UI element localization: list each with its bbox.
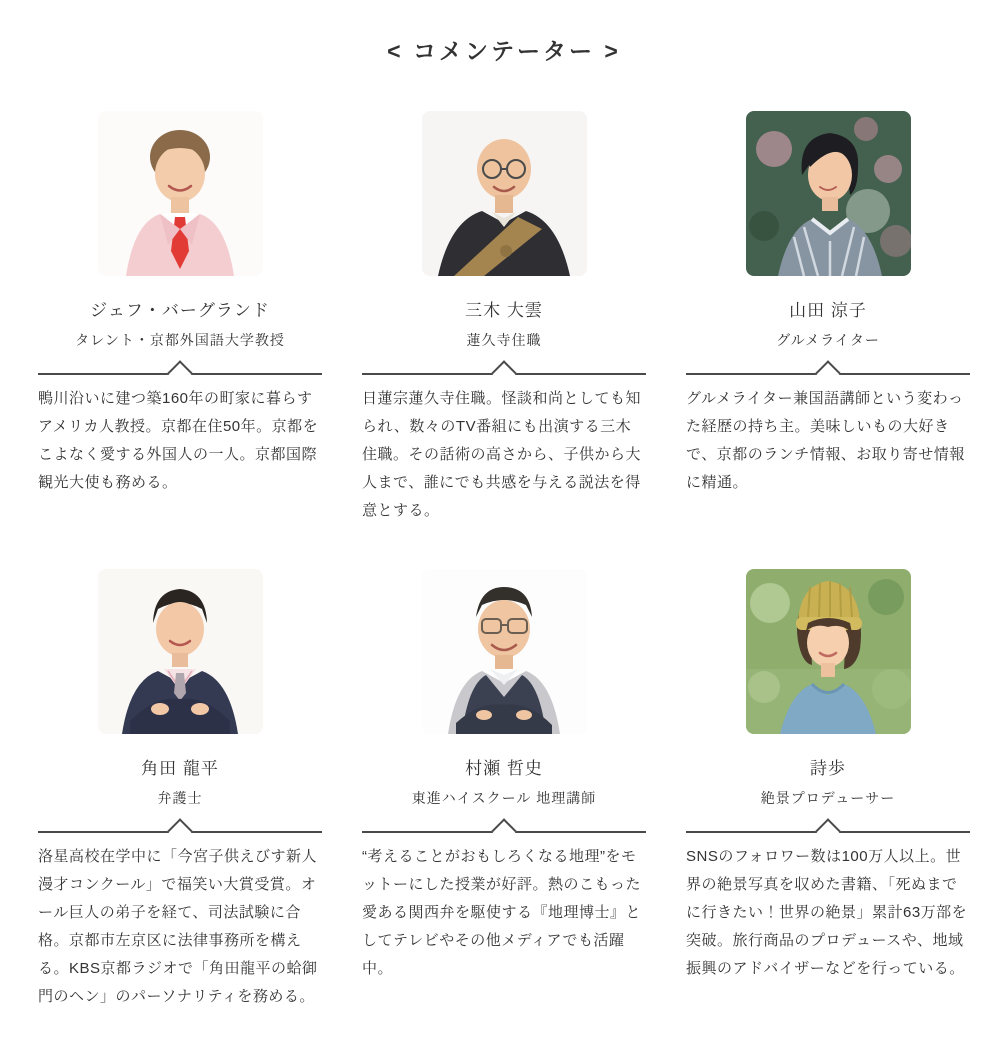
commentators-heading: < コメンテーター > [387, 38, 621, 65]
portrait-illustration [422, 111, 587, 276]
miki-daiun-portrait [422, 111, 587, 276]
commentator-name: 角田 龍平 [141, 759, 219, 779]
commentator-card-shiho [686, 543, 970, 1011]
commentator-card-yamada-ryoko [686, 85, 970, 525]
commentator-role: 東進ハイスクール 地理講師 [411, 790, 597, 807]
portrait-illustration [422, 569, 587, 734]
portrait-illustration [98, 111, 263, 276]
commentator-description-text: 鴨川沿いに建つ築160年の町家に暮らすアメリカ人教授。京都在住50年。京都をこよなく愛する外国人の一人。京都国際観光大使も務める。 [38, 390, 319, 492]
portrait-illustration [746, 569, 911, 734]
commentator-description [38, 373, 322, 497]
commentator-role: 蓮久寺住職 [466, 332, 542, 349]
commentator-role: グルメライター [776, 332, 880, 349]
commentator-card-jeff-berglund [38, 85, 322, 525]
commentator-description-text: “考えることがおもしろくなる地理”をモットーにした授業が好評。熱のこもった愛ある関西弁を駆使する『地理博士』としてテレビやその他メディアでも活躍中。 [362, 848, 642, 978]
yamada-ryoko-portrait [746, 111, 911, 276]
commentator-description-text: 日蓮宗蓮久寺住職。怪談和尚としても知られ、数々のTV番組にも出演する三木住職。その話術の高さから、子供から大人まで、誰にでも共感を与える説法を得意とする。 [362, 390, 642, 520]
commentators-grid [0, 85, 1008, 1011]
commentator-name: 村瀬 哲史 [465, 759, 543, 779]
commentator-card-murase-akifumi [362, 543, 646, 1011]
commentator-description [686, 373, 970, 497]
commentator-description-text: グルメライター兼国語講師という変わった経歴の持ち主。美味しいもの大好きで、京都のランチ情報、お取り寄せ情報に精通。 [686, 390, 965, 492]
commentator-name: ジェフ・バーグランド [90, 301, 270, 321]
commentator-card-kakuta-ryuhei [38, 543, 322, 1011]
commentator-description [686, 831, 970, 983]
commentator-role: 弁護士 [157, 790, 203, 807]
commentator-role: タレント・京都外国語大学教授 [75, 332, 285, 349]
commentator-card-miki-daiun [362, 85, 646, 525]
shiho-portrait [746, 569, 911, 734]
murase-akifumi-portrait [422, 569, 587, 734]
commentator-description [362, 373, 646, 525]
jeff-berglund-portrait [98, 111, 263, 276]
commentator-role: 絶景プロデューサー [760, 790, 896, 807]
portrait-illustration [98, 569, 263, 734]
commentator-name: 山田 涼子 [789, 301, 867, 321]
commentator-description-text: 洛星高校在学中に「今宮子供えびす新人漫才コンクール」で福笑い大賞受賞。オール巨人の弟子を経て、司法試験に合格。京都市左京区に法律事務所を構える。KBS京都ラジオで「角田龍平の蛤御門のヘン」のパーソナリティを務める。 [38, 848, 318, 1006]
commentator-description [362, 831, 646, 983]
kakuta-ryuhei-portrait [98, 569, 263, 734]
portrait-illustration [746, 111, 911, 276]
commentator-name: 三木 大雲 [465, 301, 543, 321]
commentator-name: 詩歩 [810, 759, 846, 779]
commentator-description-text: SNSのフォロワー数は100万人以上。世界の絶景写真を収めた書籍、「死ぬまでに行きたい！世界の絶景」累計63万部を突破。旅行商品のプロデュースや、地域振興のアドバイザーなどを行っている。 [686, 848, 968, 978]
commentator-description [38, 831, 322, 1011]
